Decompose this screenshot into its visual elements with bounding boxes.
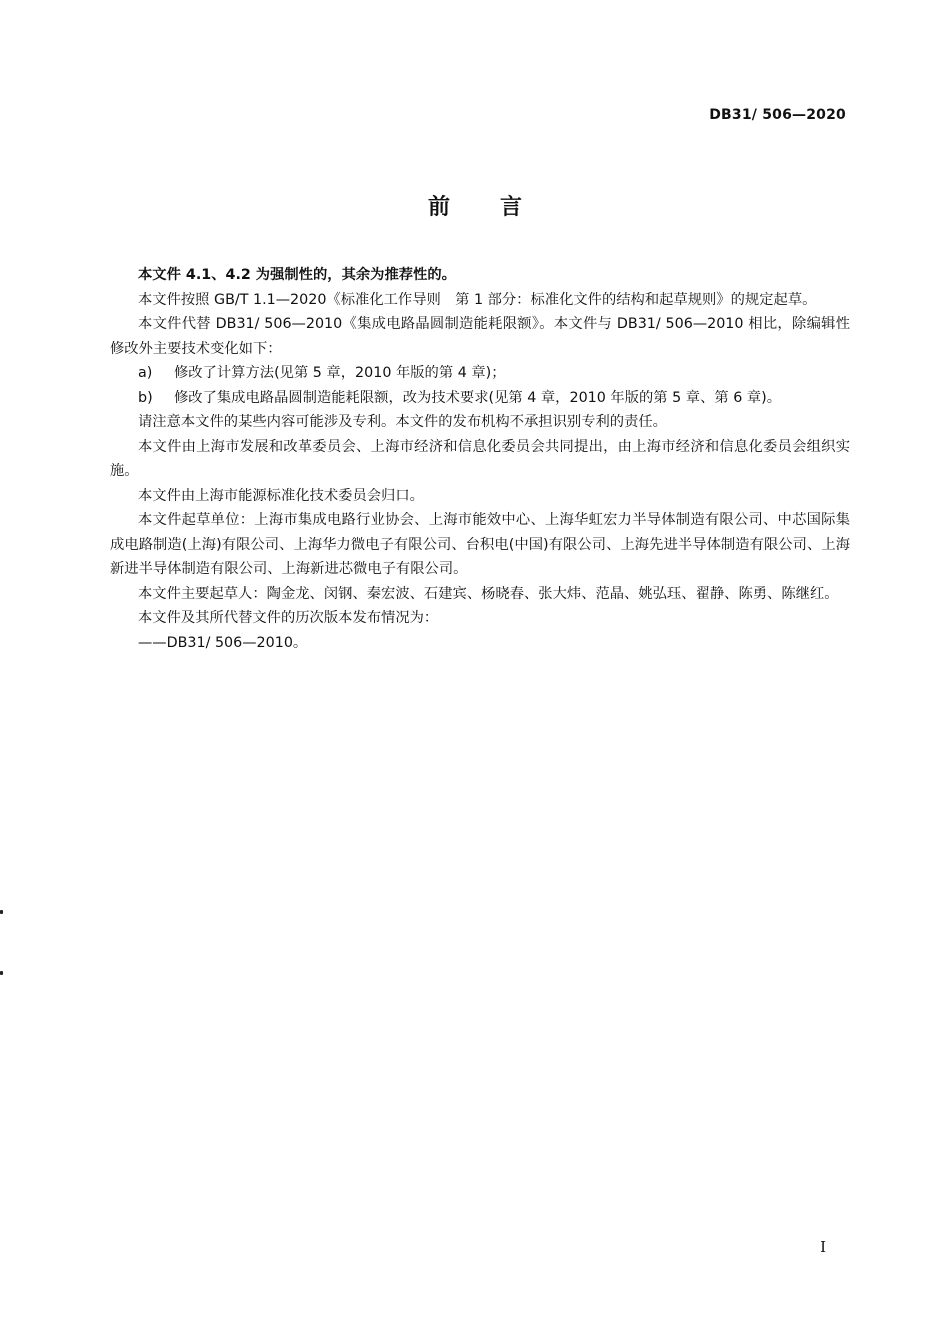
paragraph-under-jurisdiction: 本文件由上海市能源标准化技术委员会归口。	[138, 487, 424, 504]
page-number: I	[820, 1238, 826, 1256]
page-title: 前言	[427, 195, 572, 220]
list-item-a-label: a)	[138, 365, 153, 381]
scan-artifact-dot	[0, 910, 3, 914]
list-item-b-label: b)	[138, 389, 153, 406]
list-item-a-text: 修改了计算方法(见第 5 章，2010 年版的第 4 章)；	[174, 365, 506, 381]
paragraph-drafters: 本文件主要起草人：陶金龙、闵钢、秦宏波、石建宾、杨晓春、张大炜、范晶、姚弘珏、翟静、陈勇、陈继红。	[138, 585, 839, 602]
scan-artifact-dot	[0, 971, 3, 975]
list-item-b-text: 修改了集成电路晶圆制造能耗限额，改为技术要求(见第 4 章，2010 年版的第 5 章、第 6 章)。	[174, 389, 782, 406]
list-item-a	[110, 361, 850, 386]
paragraph-drafting-rules: 本文件按照 GB/T 1.1—2020《标准化工作导则 第 1 部分：标准化文件的结构和起草规则》的规定起草。	[138, 291, 817, 308]
paragraph-version-history: 本文件及其所代替文件的历次版本发布情况为：	[138, 610, 439, 626]
paragraph-mandatory-clauses: 本文件 4.1、4.2 为强制性的，其余为推荐性的。	[138, 267, 456, 283]
foreword-body	[110, 263, 850, 655]
paragraph-proposed-by: 本文件由上海市发展和改革委员会、上海市经济和信息化委员会共同提出，由上海市经济和信息化委员会组织实施。	[110, 438, 850, 479]
paragraph-replacement: 本文件代替 DB31/ 506—2010《集成电路晶圆制造能耗限额》。本文件与 DB31/ 506—2010 相比，除编辑性修改外主要技术变化如下：	[110, 316, 850, 357]
paragraph-drafting-organizations: 本文件起草单位：上海市集成电路行业协会、上海市能效中心、上海华虹宏力半导体制造有限公司、中芯国际集成电路制造(上海)有限公司、上海华力微电子有限公司、台积电(中国)有限公司、上海先进半导体制造有限公司、上海新进半导体制造有限公司、上海新进芯微电子有限公司。	[110, 512, 850, 577]
paragraph-patent-notice: 请注意本文件的某些内容可能涉及专利。本文件的发布机构不承担识别专利的责任。	[138, 414, 667, 430]
paragraph-previous-version: ——DB31/ 506—2010。	[138, 634, 308, 651]
list-item-b	[110, 386, 850, 411]
document-code: DB31/ 506—2020	[709, 107, 846, 123]
